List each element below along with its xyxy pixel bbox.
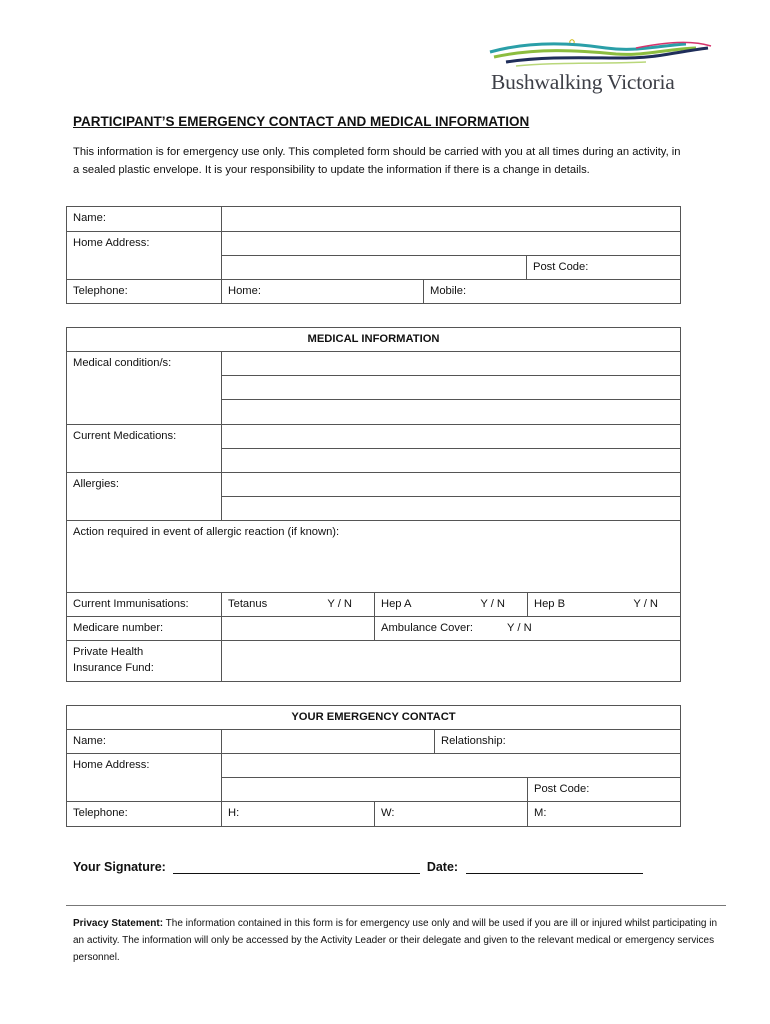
conditions-row-1 xyxy=(67,352,681,376)
date-label: Date: xyxy=(426,860,459,874)
signature-label: Your Signature: xyxy=(73,860,166,874)
medications-row-1 xyxy=(67,425,681,449)
home-address-label: Home Address: xyxy=(67,232,222,280)
hep-b-yn[interactable]: Y / N xyxy=(633,598,658,610)
medical-conditions-label: Medical condition/s: xyxy=(67,352,222,425)
allergies-row-1 xyxy=(67,473,681,497)
hep-b-label: Hep B xyxy=(534,598,566,610)
emergency-name-row xyxy=(67,730,681,754)
allergies-label: Allergies: xyxy=(67,473,222,521)
name-label: Name: xyxy=(67,207,222,232)
signature-line[interactable] xyxy=(173,859,420,874)
emergency-heading: YOUR EMERGENCY CONTACT xyxy=(67,706,681,730)
name-field[interactable] xyxy=(222,207,681,232)
participant-details-table xyxy=(66,206,681,304)
intro-text: This information is for emergency use only. This completed form should be carried with you at all times during an activity, in a sealed plastic envelope. It is your responsibility to update the information if there is a change in details. xyxy=(73,146,681,176)
insurance-row xyxy=(67,641,681,682)
emergency-address-label: Home Address: xyxy=(67,754,222,802)
hep-b-field[interactable] xyxy=(528,593,681,617)
immunisations-label: Current Immunisations: xyxy=(67,593,222,617)
medical-conditions-field-2[interactable] xyxy=(222,376,681,400)
medical-heading: MEDICAL INFORMATION xyxy=(67,328,681,352)
form-title: PARTICIPANT’S EMERGENCY CONTACT AND MEDICAL INFORMATION xyxy=(73,114,530,129)
mobile-phone-field[interactable] xyxy=(424,280,681,304)
ambulance-cover-yn[interactable]: Y / N xyxy=(507,622,532,634)
allergic-action-label: Action required in event of allergic reaction (if known): xyxy=(73,526,340,538)
hep-a-yn[interactable]: Y / N xyxy=(480,598,505,610)
home-address-field[interactable] xyxy=(222,232,681,256)
emergency-home-phone-field[interactable] xyxy=(222,802,375,827)
private-health-insurance-label xyxy=(67,641,222,682)
ambulance-cover-label: Ambulance Cover: xyxy=(381,622,474,634)
telephone-row xyxy=(67,280,681,304)
emergency-contact-table xyxy=(66,705,681,827)
postcode-label: Post Code: xyxy=(533,261,589,273)
mobile-phone-label: Mobile: xyxy=(430,285,467,297)
relationship-field[interactable] xyxy=(435,730,681,754)
emergency-mobile-phone-field[interactable] xyxy=(528,802,681,827)
private-health-insurance-field[interactable] xyxy=(222,641,681,682)
hep-a-label: Hep A xyxy=(381,598,412,610)
insurance-label-line-1: Private Health xyxy=(73,646,144,658)
emergency-heading-row xyxy=(67,706,681,730)
allergies-field-2[interactable] xyxy=(222,497,681,521)
emergency-address-row xyxy=(67,754,681,778)
current-medications-field-2[interactable] xyxy=(222,449,681,473)
bushwalking-victoria-logo xyxy=(486,36,716,100)
emergency-postcode-label: Post Code: xyxy=(534,783,590,795)
signature-section xyxy=(73,859,643,874)
medical-conditions-field-3[interactable] xyxy=(222,400,681,425)
medical-information-table xyxy=(66,327,681,682)
emergency-postcode-field[interactable] xyxy=(528,778,681,802)
home-phone-label: Home: xyxy=(228,285,261,297)
emergency-m-label: M: xyxy=(534,807,547,819)
current-medications-label: Current Medications: xyxy=(67,425,222,473)
date-line[interactable] xyxy=(466,859,643,874)
privacy-statement xyxy=(73,915,723,966)
emergency-name-field[interactable] xyxy=(222,730,435,754)
name-row xyxy=(67,207,681,232)
allergic-action-field[interactable] xyxy=(67,521,681,593)
emergency-telephone-label: Telephone: xyxy=(67,802,222,827)
medical-conditions-field-1[interactable] xyxy=(222,352,681,376)
postcode-field[interactable] xyxy=(527,256,681,280)
tetanus-yn[interactable]: Y / N xyxy=(327,598,352,610)
medical-heading-row xyxy=(67,328,681,352)
emergency-telephone-row xyxy=(67,802,681,827)
ambulance-cover-field[interactable] xyxy=(375,617,681,641)
tetanus-label: Tetanus xyxy=(228,598,268,610)
hep-a-field[interactable] xyxy=(375,593,528,617)
medicare-label: Medicare number: xyxy=(67,617,222,641)
home-address-line2-field[interactable] xyxy=(222,256,527,280)
allergic-action-row xyxy=(67,521,681,593)
emergency-address-line2-field[interactable] xyxy=(222,778,528,802)
medicare-field[interactable] xyxy=(222,617,375,641)
current-medications-field-1[interactable] xyxy=(222,425,681,449)
allergies-field-1[interactable] xyxy=(222,473,681,497)
emergency-name-label: Name: xyxy=(67,730,222,754)
divider xyxy=(66,905,726,906)
home-phone-field[interactable] xyxy=(222,280,424,304)
privacy-heading: Privacy Statement: xyxy=(73,918,164,929)
immunisations-row xyxy=(67,593,681,617)
insurance-label-line-2: Insurance Fund: xyxy=(73,662,154,674)
tetanus-field[interactable] xyxy=(222,593,375,617)
emergency-w-label: W: xyxy=(381,807,395,819)
address-row xyxy=(67,232,681,256)
emergency-work-phone-field[interactable] xyxy=(375,802,528,827)
emergency-address-field[interactable] xyxy=(222,754,681,778)
logo-wordmark: Bushwalking Victoria xyxy=(491,70,675,94)
privacy-text: The information contained in this form is for emergency use only and will be used if you are ill or injured whilst participating in an activity. The information will only be accessed by the Activity Leader or their delegate and given to the relevant medical or emergency services personnel. xyxy=(73,918,718,963)
telephone-label: Telephone: xyxy=(67,280,222,304)
emergency-h-label: H: xyxy=(228,807,240,819)
relationship-label: Relationship: xyxy=(441,735,506,747)
medicare-row xyxy=(67,617,681,641)
